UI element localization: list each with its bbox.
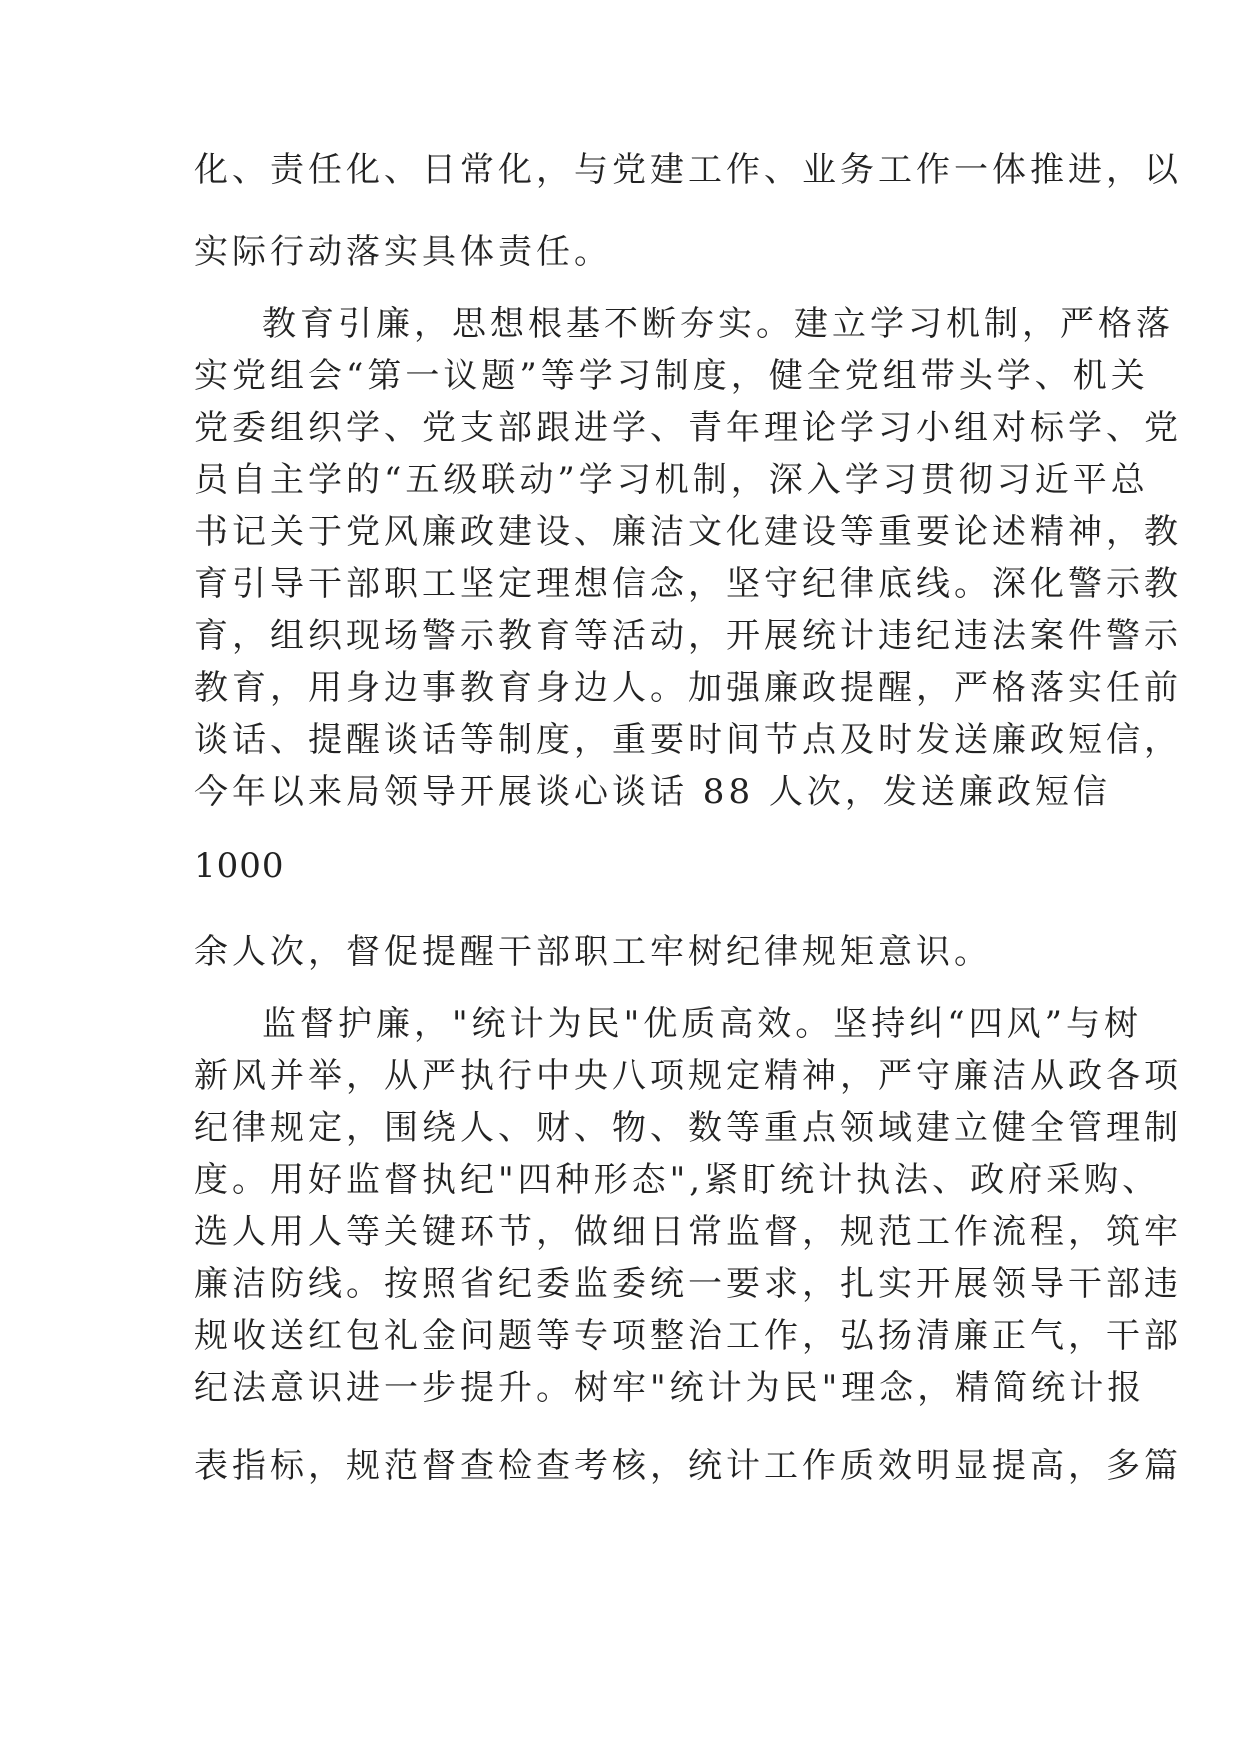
paragraph-start-line: 监督护廉，"统计为民"优质高效。坚持纠“四风”与树 — [262, 1004, 1143, 1044]
text-line-14: 余人次，督促提醒干部职工牢树纪律规矩意识。 — [194, 932, 992, 972]
text-line-17: 纪律规定，围绕人、财、物、数等重点领域建立健全管理制 — [194, 1108, 1182, 1148]
text-line-9: 育，组织现场警示教育等活动，开展统计违纪违法案件警示 — [194, 616, 1182, 656]
text-line-5: 党委组织学、党支部跟进学、青年理论学习小组对标学、党 — [194, 408, 1182, 448]
text-line-16: 新风并举，从严执行中央八项规定精神，严守廉洁从政各项 — [194, 1056, 1182, 1096]
text-line-23: 表指标，规范督查检查考核，统计工作质效明显提高，多篇 — [194, 1446, 1182, 1486]
text-line-4: 实党组会“第一议题”等学习制度，健全党组带头学、机关 — [194, 356, 1149, 396]
text-line-7: 书记关于党风廉政建设、廉洁文化建设等重要论述精神，教 — [194, 512, 1182, 552]
text-line-22: 纪法意识进一步提升。树牢"统计为民"理念，精简统计报 — [194, 1368, 1146, 1408]
text-line-6: 员自主学的“五级联动”学习机制，深入学习贯彻习近平总 — [194, 460, 1149, 500]
text-line-20: 廉洁防线。按照省纪委监委统一要求，扎实开展领导干部违 — [194, 1264, 1182, 1304]
text-line-10: 教育，用身边事教育身边人。加强廉政提醒，严格落实任前 — [194, 668, 1182, 708]
paragraph-start-line: 教育引廉，思想根基不断夯实。建立学习机制，严格落 — [262, 304, 1174, 344]
text-line-21: 规收送红包礼金问题等专项整治工作，弘扬清廉正气，干部 — [194, 1316, 1182, 1356]
text-line-12: 今年以来局领导开展谈心谈话 88 人次，发送廉政短信 — [194, 772, 1111, 812]
text-line-11: 谈话、提醒谈话等制度，重要时间节点及时发送廉政短信， — [194, 720, 1182, 760]
text-line-2: 实际行动落实具体责任。 — [194, 232, 612, 272]
text-line-1: 化、责任化、日常化，与党建工作、业务工作一体推进，以 — [194, 150, 1182, 190]
text-line-8: 育引导干部职工坚定理想信念，坚守纪律底线。深化警示教 — [194, 564, 1182, 604]
text-line-19: 选人用人等关键环节，做细日常监督，规范工作流程，筑牢 — [194, 1212, 1182, 1252]
text-line-18: 度。用好监督执纪"四种形态",紧盯统计执法、政府采购、 — [194, 1160, 1161, 1200]
text-line-13: 1000 — [194, 846, 285, 886]
